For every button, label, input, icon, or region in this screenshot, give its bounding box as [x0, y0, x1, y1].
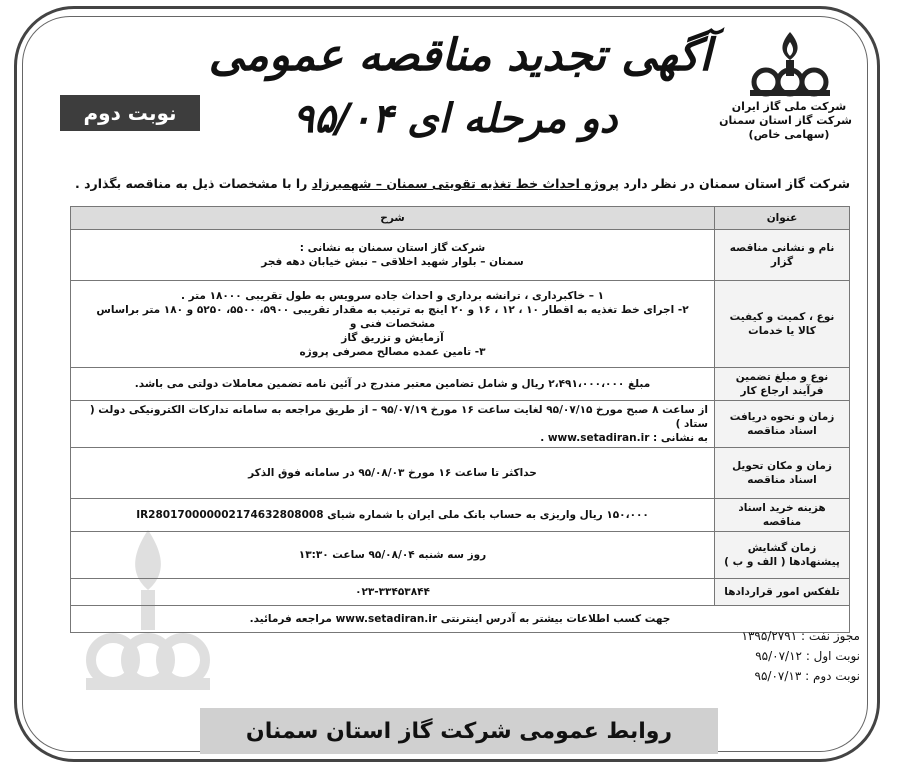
row-desc	[71, 230, 715, 281]
tender-table	[70, 206, 850, 633]
column-header-title: عنوان	[715, 207, 850, 230]
company-line: (سهامی خاص)	[748, 128, 830, 141]
company-line: شرکت گاز استان سمنان	[719, 114, 852, 127]
row-desc	[71, 368, 715, 401]
intro-project: پروژه احداث خط تغذیه تقویتی سمنان – شهمیرزاد	[311, 176, 620, 191]
row-label: نوع و مبلغ تضمین فرآیند ارجاع کار	[715, 368, 850, 401]
desc-line: حداکثر تا ساعت ۱۶ مورخ ۹۵/۰۸/۰۳ در سامانه فوق الذکر	[248, 467, 537, 479]
desc-line: شرکت گاز استان سمنان به نشانی :	[299, 242, 486, 254]
row-label: زمان گشایش پیشنهادها ( الف و ب )	[715, 532, 850, 579]
desc-line: ۰۲۳-۳۳۴۵۳۸۴۴	[355, 586, 430, 598]
desc-line: به نشانی : www.setadiran.ir .	[540, 432, 708, 444]
table-row	[71, 499, 850, 532]
row-label: تلفکس امور قراردادها	[715, 579, 850, 606]
table-row	[71, 281, 850, 368]
page-title: آگهی تجدید مناقصه عمومی	[208, 30, 712, 81]
intro-after: را با مشخصات ذیل به مناقصه بگذارد .	[74, 176, 312, 191]
row-label: نوع ، کمیت و کیفیت کالا یا خدمات	[715, 281, 850, 368]
desc-line: ۱ – خاکبرداری ، ترانشه برداری و احداث جاده سرویس به طول تقریبی ۱۸۰۰۰ متر .	[180, 290, 605, 302]
row-desc	[71, 532, 715, 579]
row-desc	[71, 579, 715, 606]
page-subtitle: دو مرحله ای ۹۵/۰۴	[292, 96, 618, 142]
table-row	[71, 401, 850, 448]
desc-line: ۲- اجرای خط تغذیه به اقطار ۱۰ ، ۱۲ ، ۱۶ و ۲۰ اینچ به ترتیب به مقدار تقریبی ۵۹۰۰، ۵۵۰۰، ۵۲۵۰ و ۱۸۰ متر براساس مشخصات فنی و	[96, 304, 689, 330]
desc-line: روز سه شنبه ۹۵/۰۸/۰۴ ساعت ۱۳:۳۰	[298, 549, 487, 561]
table-row	[71, 368, 850, 401]
table-row	[71, 579, 850, 606]
row-label: زمان و نحوه دریافت اسناد مناقصه	[715, 401, 850, 448]
row-desc	[71, 281, 715, 368]
round-badge: نوبت دوم	[60, 95, 200, 131]
company-line: شرکت ملی گاز ایران	[731, 100, 847, 113]
intro-before: شرکت گاز استان سمنان در نظر دارد	[619, 176, 850, 191]
column-header-desc: شرح	[71, 207, 715, 230]
company-name-block	[719, 100, 852, 142]
desc-line: از ساعت ۸ صبح مورخ ۹۵/۰۷/۱۵ لغایت ساعت ۱۶ مورخ ۹۵/۰۷/۱۹ – از طریق مراجعه به سامانه تدارکات الکترونیکی دولت ( ستاد )	[89, 404, 708, 430]
permit-license: مجوز نفت : ۱۳۹۵/۲۷۹۱	[741, 629, 860, 643]
row-desc	[71, 448, 715, 499]
row-label: هزینه خرید اسناد مناقصه	[715, 499, 850, 532]
table-row	[71, 448, 850, 499]
desc-line: آزمایش و تزریق گاز	[341, 332, 444, 344]
table-row	[71, 532, 850, 579]
row-desc	[71, 499, 715, 532]
row-label: نام و نشانی مناقصه گزار	[715, 230, 850, 281]
footer-note: جهت کسب اطلاعات بیشتر به آدرس اینترنتی www.setadiran.ir مراجعه فرمائید.	[71, 606, 850, 633]
row-desc	[71, 401, 715, 448]
row-label: زمان و مکان تحویل اسناد مناقصه	[715, 448, 850, 499]
permit-second-round: نوبت دوم : ۹۵/۰۷/۱۳	[754, 669, 860, 683]
desc-line: ۳- تامین عمده مصالح مصرفی پروژه	[299, 346, 486, 358]
gas-company-logo-icon	[742, 28, 838, 100]
permit-first-round: نوبت اول : ۹۵/۰۷/۱۲	[755, 649, 860, 663]
desc-line: ۱۵۰،۰۰۰ ریال واریزی به حساب بانک ملی ایران با شماره شبای IR280170000002174632808008	[136, 509, 649, 521]
permit-block	[730, 626, 860, 686]
desc-line: سمنان – بلوار شهید اخلاقی – نبش خیابان دهه فجر	[261, 256, 524, 268]
table-row	[71, 230, 850, 281]
desc-line: مبلغ ۲،۴۹۱،۰۰۰،۰۰۰ ریال و شامل تضامین معتبر مندرج در آئین نامه تضمین معاملات دولتی می باشد.	[134, 378, 651, 390]
intro-text	[58, 176, 850, 191]
footer-banner: روابط عمومی شرکت گاز استان سمنان	[200, 708, 718, 754]
